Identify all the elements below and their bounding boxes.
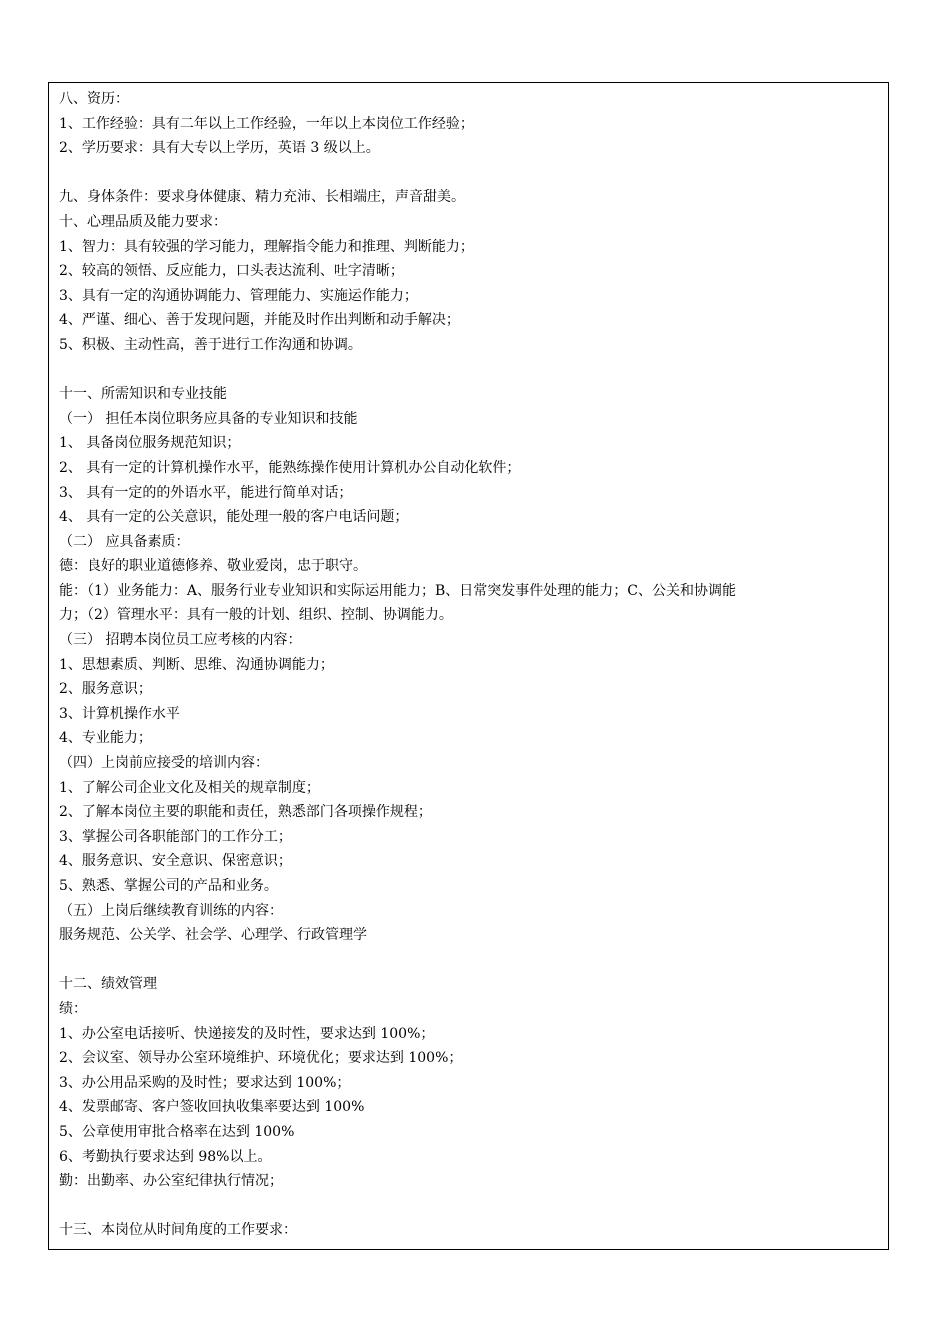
text-line: 2、 具有一定的计算机操作水平，能熟练操作使用计算机办公自动化软件； xyxy=(59,459,521,476)
text-line: 5、熟悉、掌握公司的产品和业务。 xyxy=(59,878,278,894)
section-heading: 十、心理品质及能力要求： xyxy=(59,213,227,230)
text-line: 1、智力：具有较强的学习能力，理解指令能力和推理、判断能力； xyxy=(59,238,474,255)
subsection-heading: （一） 担任本岗位职务应具备的专业知识和技能 xyxy=(59,410,358,427)
subsection-heading: （三） 招聘本岗位员工应考核的内容： xyxy=(59,632,302,649)
section-heading: 十二、绩效管理 xyxy=(59,976,157,993)
subsection-heading: （四）上岗前应接受的培训内容： xyxy=(59,755,269,772)
text-line: 2、学历要求：具有大专以上学历，英语 3 级以上。 xyxy=(59,140,380,157)
text-line: 4、严谨、细心、善于发现问题，并能及时作出判断和动手解决； xyxy=(59,312,460,329)
text-line: 3、办公用品采购的及时性；要求达到 100%； xyxy=(59,1074,351,1091)
text-line: 2、会议室、领导办公室环境维护、环境优化；要求达到 100%； xyxy=(59,1050,463,1067)
section-heading: 十三、本岗位从时间角度的工作要求： xyxy=(59,1222,297,1239)
text-line: 1、了解公司企业文化及相关的规章制度； xyxy=(59,779,320,796)
blank-line xyxy=(59,358,878,383)
blank-line xyxy=(59,948,878,973)
subsection-heading: （二） 应具备素质： xyxy=(59,533,190,550)
section-heading: 九、身体条件：要求身体健康、精力充沛、长相端庄，声音甜美。 xyxy=(59,189,465,206)
text-line: 5、公章使用审批合格率在达到 100% xyxy=(59,1123,295,1140)
subsection-heading: （五）上岗后继续教育训练的内容： xyxy=(59,902,283,919)
text-line: 力；（2）管理水平：具有一般的计划、组织、控制、协调能力。 xyxy=(59,607,453,624)
text-line: 能：（1）业务能力：A、服务行业专业知识和实际运用能力；B、日常突发事件处理的能力；C、公关和协调能 xyxy=(59,582,737,599)
text-line: 1、思想素质、判断、思维、沟通协调能力； xyxy=(59,656,334,673)
text-line: 6、考勤执行要求达到 98%以上。 xyxy=(59,1148,272,1165)
section-heading: 八、资历： xyxy=(59,91,129,107)
text-line: 3、计算机操作水平 xyxy=(59,705,180,722)
text-line: 1、工作经验：具有二年以上工作经验，一年以上本岗位工作经验； xyxy=(59,115,474,132)
text-line: 德：良好的职业道德修养、敬业爱岗，忠于职守。 xyxy=(59,558,367,575)
text-line: 4、发票邮寄、客户签收回执收集率要达到 100% xyxy=(59,1099,365,1116)
document-frame xyxy=(48,82,889,1250)
section-heading: 十一、所需知识和专业技能 xyxy=(59,386,227,403)
text-line: 5、积极、主动性高，善于进行工作沟通和协调。 xyxy=(59,336,362,353)
text-line: 1、 具备岗位服务规范知识； xyxy=(59,435,241,452)
text-line: 3、掌握公司各职能部门的工作分工； xyxy=(59,828,292,845)
text-line: 4、 具有一定的公关意识，能处理一般的客户电话问题； xyxy=(59,509,409,526)
text-line: 4、服务意识、安全意识、保密意识； xyxy=(59,853,292,870)
text-line: 1、办公室电话接听、快递接发的及时性，要求达到 100%； xyxy=(59,1025,435,1042)
text-line: 勤：出勤率、办公室纪律执行情况； xyxy=(59,1173,283,1190)
text-line: 3、具有一定的沟通协调能力、管理能力、实施运作能力； xyxy=(59,287,418,304)
blank-line xyxy=(59,161,878,186)
text-line: 3、 具有一定的的外语水平，能进行简单对话； xyxy=(59,484,353,501)
text-line: 4、专业能力； xyxy=(59,730,152,747)
text-line: 2、较高的领悟、反应能力，口头表达流利、吐字清晰； xyxy=(59,263,404,280)
text-line: 服务规范、公关学、社会学、心理学、行政管理学 xyxy=(59,927,367,944)
blank-line xyxy=(59,1194,878,1219)
text-line: 2、了解本岗位主要的职能和责任，熟悉部门各项操作规程； xyxy=(59,804,432,821)
text-line: 绩： xyxy=(59,1000,87,1017)
text-line: 2、服务意识； xyxy=(59,681,152,698)
